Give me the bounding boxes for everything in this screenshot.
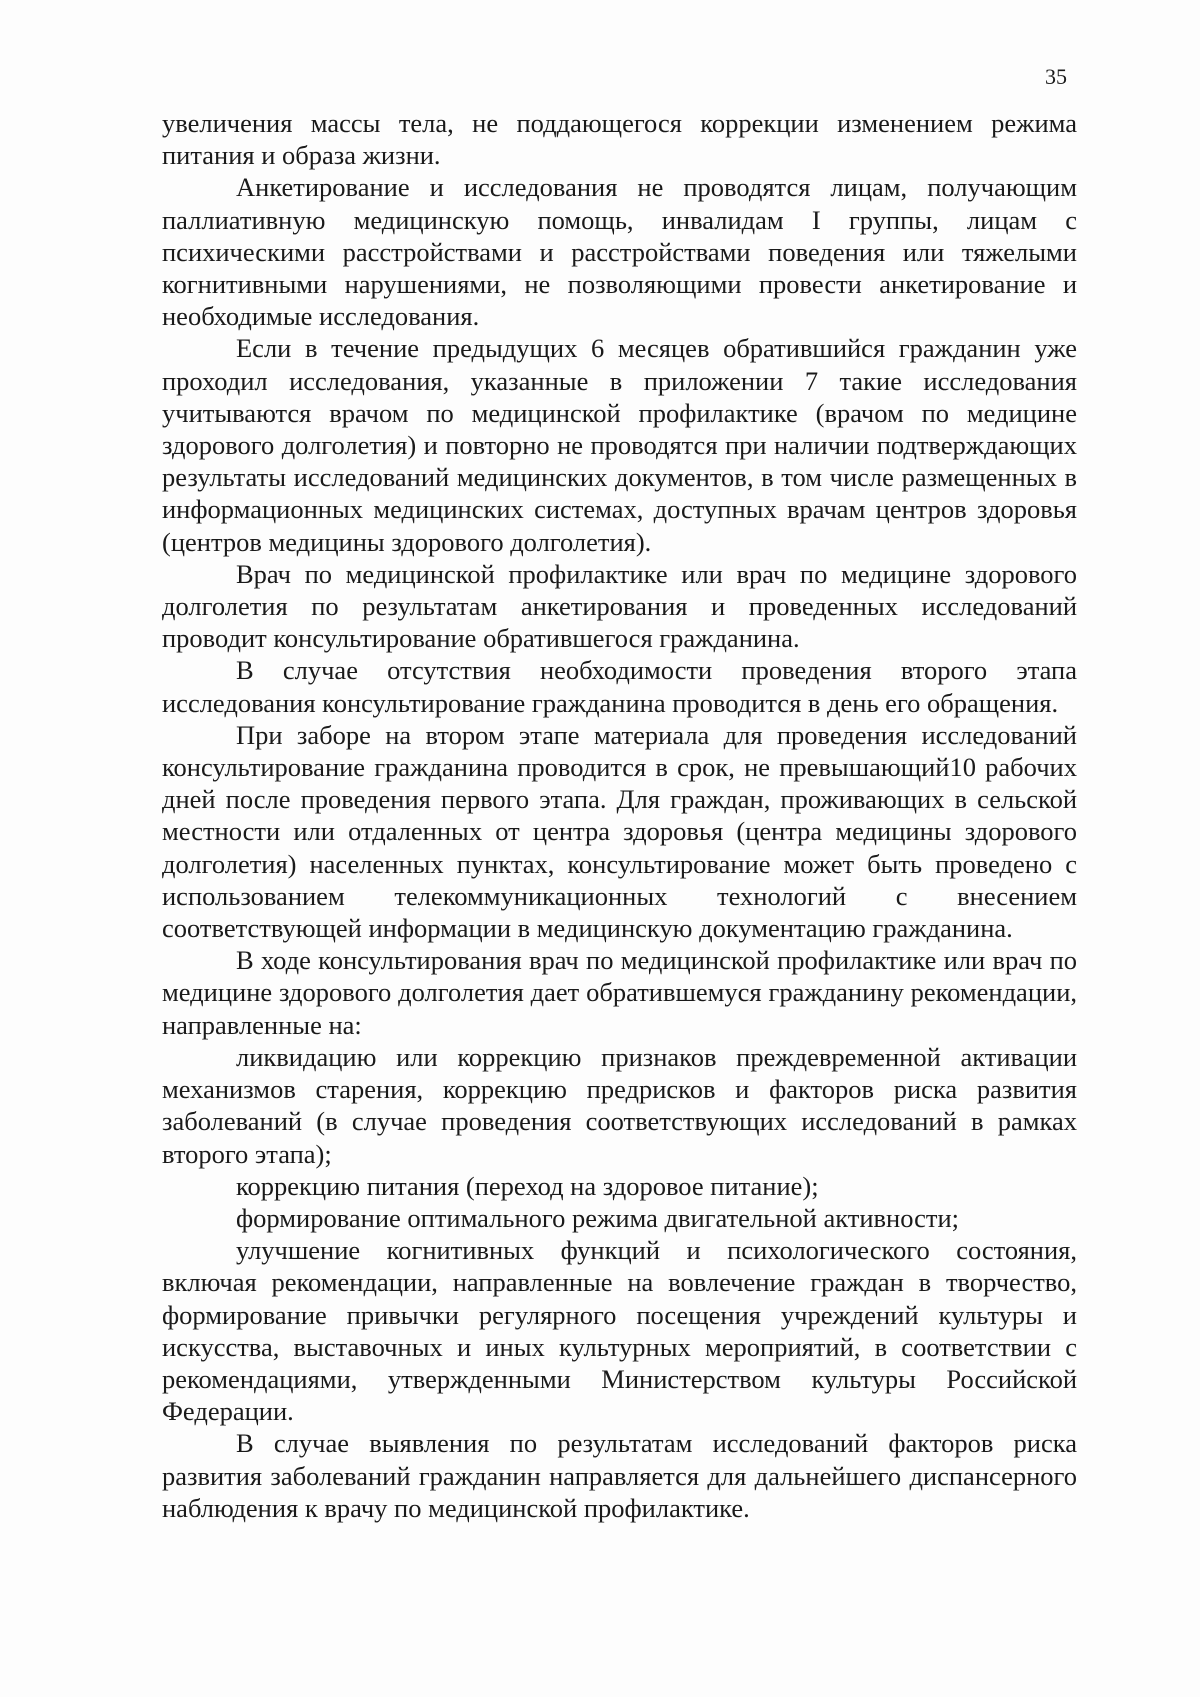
list-item-cognitive: улучшение когнитивных функций и психологического состояния, включая рекомендации, направленные на вовлечение граждан в творчество, формирование привычки регулярного посещения учреждений культуры и искусства, выставочных и иных культурных мероприятий, в соответствии с рекомендациями, утвержденными Министерством культуры Российской Федерации. [162,1235,1077,1427]
paragraph-previous-tests: Если в течение предыдущих 6 месяцев обратившийся гражданин уже проходил исследования, указанные в приложении 7 такие исследования учитываются врачом по медицинской профилактике (врачом по медицине здорового долголетия) и повторно не проводятся при наличии подтверждающих результаты исследований медицинских документов, в том числе размещенных в информационных медицинских системах, доступных врачам центров здоровья (центров медицины здорового долголетия). [162,333,1077,557]
paragraph-continuation: увеличения массы тела, не поддающегося коррекции изменением режима питания и образа жизни. [162,108,1077,171]
list-item-nutrition: коррекцию питания (переход на здоровое питание); [236,1170,819,1201]
list-item-physical-activity: формирование оптимального режима двигательной активности; [236,1202,960,1233]
page-number: 35 [1045,64,1067,89]
paragraph-second-stage: При заборе на втором этапе материала для проведения исследований консультирование гражданина проводится в срок, не превышающий10 рабочих дней после проведения первого этапа. Для граждан, проживающих в сельской местности или отдаленных от центра здоровья (центра медицины здорового долголетия) населенных пунктах, консультирование может быть проведено с использованием телекоммуникационных технологий с внесением соответствующей информации в медицинскую документацию гражданина. [162,719,1077,944]
paragraph-consultation: Врач по медицинской профилактике или врач по медицине здорового долголетия по результатам анкетирования и проведенных исследований проводит консультирование обратившегося гражданина. [162,558,1077,654]
document-body [162,107,1077,1524]
list-item-aging-correction: ликвидацию или коррекцию признаков преждевременной активации механизмов старения, коррекцию предрисков и факторов риска развития заболеваний (в случае проведения соответствующих исследований в рамках второго этапа); [162,1041,1077,1169]
paragraph-survey-exclusions: Анкетирование и исследования не проводятся лицам, получающим паллиативную медицинскую помощь, инвалидам I группы, лицам с психическими расстройствами и расстройствами поведения или тяжелыми когнитивными нарушениями, не позволяющими провести анкетирование и необходимые исследования. [162,172,1077,332]
paragraph-risk-factors: В случае выявления по результатам исследований факторов риска развития заболеваний гражданин направляется для дальнейшего диспансерного наблюдения к врачу по медицинской профилактике. [162,1428,1077,1523]
paragraph-no-second-stage: В случае отсутствия необходимости проведения второго этапа исследования консультирование гражданина проводится в день его обращения. [162,655,1077,718]
paragraph-recommendations-intro: В ходе консультирования врач по медицинской профилактике или врач по медицине здорового долголетия дает обратившемуся гражданину рекомендации, направленные на: [162,945,1077,1040]
